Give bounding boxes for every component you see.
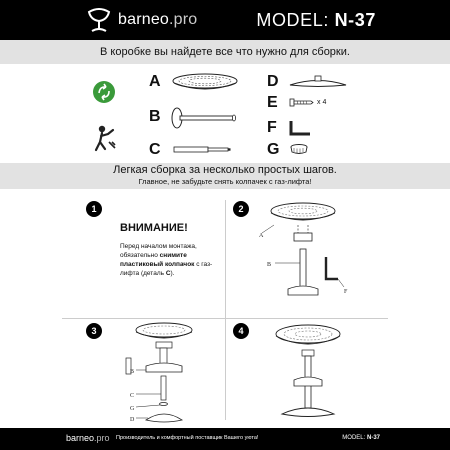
part-label-d: D [267, 73, 279, 90]
assembly-banner-note: Главное, не забудьте снять колпачек с газ-лифта! [138, 177, 312, 186]
recycle-icon [92, 80, 116, 104]
part-label-c: C [149, 141, 161, 158]
part-label-e: E [267, 94, 278, 111]
horizontal-divider [62, 318, 388, 319]
step-1-badge: 1 [86, 201, 102, 217]
footer-slogan: Производитель и комфортный поставщик Вашего уюта! [116, 435, 259, 441]
screw-quantity: x 4 [317, 99, 327, 106]
step-4-diagram [268, 320, 368, 420]
step-4-badge: 4 [233, 323, 249, 339]
step-2-label-b: B [267, 262, 272, 268]
contents-banner: В коробке вы найдете все что нужно для сборки. [0, 40, 450, 64]
part-label-b: B [149, 108, 161, 125]
vertical-divider [225, 200, 226, 420]
part-d-base-icon [288, 74, 348, 88]
part-a-seat-icon [170, 73, 240, 95]
warning-text: Перед началом монтажа, обязательно снимите пластиковый колпачок с газ-лифта (деталь C). [120, 243, 213, 277]
step-3-diagram [118, 320, 218, 425]
step-2-badge: 2 [233, 201, 249, 217]
part-g-cap-icon [289, 143, 309, 155]
brand-name: barneo.pro [118, 11, 198, 28]
model-title: MODEL: N-37 [256, 10, 376, 30]
step-3-label-c: C [130, 393, 135, 399]
footer-bar [0, 428, 450, 450]
step-3-label-d: D [130, 417, 135, 423]
step-2-label-a: A [259, 233, 264, 239]
part-e-screw-icon [289, 98, 315, 108]
part-label-a: A [149, 73, 161, 90]
assembly-person-icon [91, 124, 117, 152]
assembly-banner [0, 163, 450, 189]
chair-logo-icon [86, 6, 112, 34]
footer-brand: barneo.pro [66, 433, 110, 443]
part-b-footrest-icon [170, 106, 240, 130]
step-3-label-b: B [130, 369, 135, 375]
part-label-g: G [267, 141, 280, 158]
assembly-banner-title: Легкая сборка за несколько простых шагов. [113, 164, 337, 176]
step-3-badge: 3 [86, 323, 102, 339]
step-2-label-f: F [344, 289, 348, 295]
header-bar [0, 0, 450, 40]
step-2-diagram [258, 195, 368, 310]
footer-model: MODEL: N-37 [342, 435, 380, 441]
part-f-hex-key-icon [288, 119, 314, 139]
step-3-label-g: G [130, 406, 135, 412]
part-c-gas-lift-icon [172, 145, 232, 155]
warning-title: ВНИМАНИЕ! [120, 222, 188, 234]
part-label-f: F [267, 119, 277, 136]
